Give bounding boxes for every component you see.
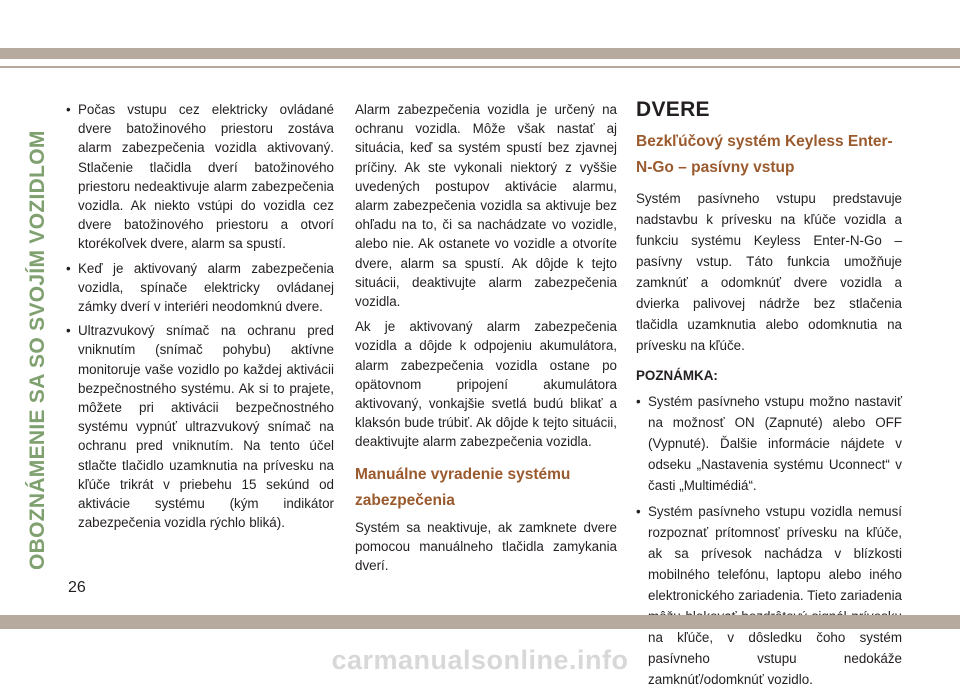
list-item: • Systém pasívneho vstupu vozidla nemusí rozpoznať prítomnosť prívesku na kľúče, ak sa prívesok nachádza v blízkosti mobilného telefónu, laptopu alebo iného elektronického zariadenia. Tieto zariadenia na kľúče, v dôsledku čoho systém pasívneho vstupu nedokáže zamknúť/odomknúť vozidlo. bbox=[636, 501, 902, 690]
chapter-heading: DVERE bbox=[636, 98, 710, 121]
list-item: • Keď je aktivovaný alarm zabezpečenia vozidla, spínače elektricky ovládanej zámky dverí v interiéri neodomknú dvere. bbox=[66, 259, 334, 317]
section-heading: Bezkľúčový systém Keyless Enter-N-Go – pasívny vstup bbox=[636, 133, 893, 176]
paragraph: Systém pasívneho vstupu predstavuje nadstavbu k prívesku na kľúče vozidla a funkciu systému Keyless Enter-N-Go – pasívny vstup. Táto funkcia umožňuje zamknúť a odomknúť dvere vozidla a dvierka palivovej nádrže bez stlačenia tlačidla uzamknutia alebo odomknutia na prívesku na kľúče. bbox=[636, 191, 902, 353]
list-item: • Systém pasívneho vstupu možno nastaviť na možnosť ON (Zapnuté) alebo OFF (Vypnuté). Ďalšie informácie nájdete v odseku „Nastavenia systému Uconnect“ v časti „Multimédiá“. bbox=[636, 391, 902, 496]
bottom-decor-band bbox=[0, 615, 960, 629]
column-3 bbox=[636, 100, 902, 695]
watermark: carmanualsonline.info bbox=[331, 645, 629, 675]
column-1 bbox=[66, 100, 334, 537]
list-item: • Počas vstupu cez elektricky ovládané dvere batožinového priestoru zostáva alarm zabezpečenia vozidla aktivovaný. Stlačenie tlačidla dverí batožinového priestoru nedeaktivuje alarm zabezpečenia vozidla. Ak niekto vstúpi do vozidla cez dvere batožinového priestoru a otvorí ktorékoľvek dvere, alarm sa spustí. bbox=[66, 100, 334, 254]
top-decor-line bbox=[0, 66, 960, 68]
section-heading: Manuálne vyradenie systému zabezpečenia bbox=[355, 465, 571, 509]
page-number: 26 bbox=[68, 579, 86, 596]
paragraph: Systém sa neaktivuje, ak zamknete dvere pomocou manuálneho tlačidla zamykania dverí. bbox=[355, 519, 617, 574]
note-label: POZNÁMKA: bbox=[636, 368, 718, 383]
top-decor-band bbox=[0, 48, 960, 59]
paragraph: Alarm zabezpečenia vozidla je určený na ochranu vozidla. Môže však nastať aj situácia, keď sa systém spustí bez zjavnej príčiny. Ak ste vykonali niektorý z vyššie uvedených postupov aktivácie alarmu, alarm zabezpečenia vozidla sa aktivuje bez ohľadu na to, či sa nachádzate vo vozidle, alebo nie. Ak ostanete vo vozidle a otvoríte dvere, alarm sa spustí. Ak dôjde k tejto situácii, deaktivujte alarm zabezpečenia vozidla. bbox=[355, 102, 617, 310]
chapter-side-title: OBOZNÁMENIE SA SO SVOJÍM VOZIDLOM bbox=[26, 130, 49, 570]
list-item: • Ultrazvukový snímač na ochranu pred vniknutím (snímač pohybu) aktívne monitoruje vaše vozidlo po každej aktivácii bezpečnostného systému. Ak si to prajete, môžete pri aktivácii bezpečnostného systému vypnúť ultrazvukový snímač na ochranu pred vniknutím. Na tento účel stlačte tlačidlo uzamknutia na prívesku na kľúče trikrát v priebehu 15 sekúnd od aktivácie systému (kým indikátor zabezpečenia vozidla rýchlo bliká). bbox=[66, 321, 334, 532]
column-2 bbox=[355, 100, 617, 581]
col1-bullet-list bbox=[66, 100, 334, 532]
paragraph: Ak je aktivovaný alarm zabezpečenia vozidla a dôjde k odpojeniu akumulátora, alarm zabezpečenia vozidla ostane po opätovnom pripojení akumulátora aktivovaný, vonkajšie svetlá budú blikať a klaksón bude trúbiť. Ak dôjde k tejto situácii, deaktivujte alarm zabezpečenia vozidla. bbox=[355, 319, 617, 450]
